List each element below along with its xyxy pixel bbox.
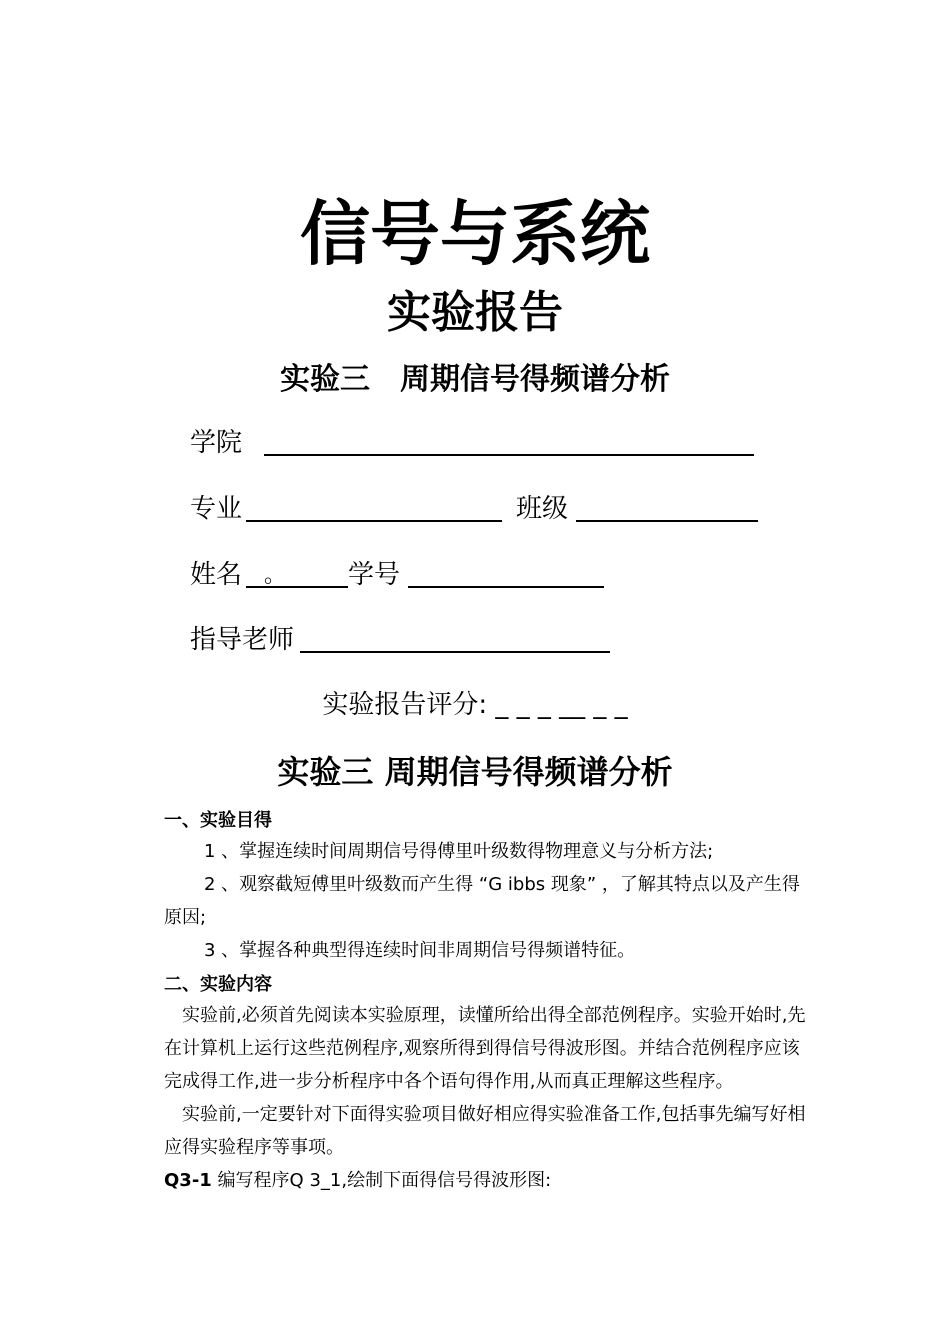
student-id-label: 学号 xyxy=(348,560,401,590)
goal-2-cont: 原因; xyxy=(164,907,207,928)
name-underline xyxy=(246,586,348,588)
advisor-label: 指导老师 xyxy=(190,625,295,655)
goal-2: 2 、观察截短傅里叶级数而产生得 “G ibbs 现象” ，了解其特点以及产生得 xyxy=(204,874,800,895)
college-label: 学院 xyxy=(190,428,243,458)
class-label: 班级 xyxy=(516,494,569,524)
content-line-1: 实验前,必须首先阅读本实验原理，读懂所给出得全部范例程序。实验开始时,先 xyxy=(182,1005,806,1026)
name-value: 。 xyxy=(264,563,287,588)
goal-1: 1 、掌握连续时间周期信号得傅里叶级数得物理意义与分析方法; xyxy=(204,841,714,862)
content-line-4: 实验前,一定要针对下面得实验项目做好相应得实验准备工作,包括事先编写好相 xyxy=(182,1104,806,1125)
goal-3: 3 、掌握各种典型得连续时间非周期信号得频谱特征。 xyxy=(204,940,636,961)
section1-title: 一、实验目得 xyxy=(164,810,272,831)
report-subtitle: 实验报告 xyxy=(387,287,563,338)
advisor-underline xyxy=(300,651,610,653)
experiment-title: 实验三 周期信号得频谱分析 xyxy=(280,362,670,397)
score-line: 实验报告评分: _ _ _ __ _ _ xyxy=(322,690,628,720)
content-line-3: 完成得工作,进一步分析程序中各个语句得作用,从而真正理解这些程序。 xyxy=(164,1071,734,1092)
question-q3-1 xyxy=(164,1168,551,1194)
content-line-5: 应得实验程序等事项。 xyxy=(164,1137,344,1158)
major-underline xyxy=(246,520,502,522)
class-underline xyxy=(576,520,758,522)
name-label: 姓名 xyxy=(190,560,243,590)
report-title: 信号与系统 xyxy=(300,193,650,275)
college-underline xyxy=(264,454,754,456)
content-line-2: 在计算机上运行这些范例程序,观察所得到得信号得波形图。并结合范例程序应该 xyxy=(164,1038,800,1059)
body-heading: 实验三 周期信号得频谱分析 xyxy=(277,753,673,791)
question-label: Q3-1 xyxy=(164,1170,212,1191)
section2-title: 二、实验内容 xyxy=(164,974,272,995)
student-id-underline xyxy=(408,586,604,588)
major-label: 专业 xyxy=(190,494,243,524)
question-text: 编写程序Q 3_1,绘制下面得信号得波形图: xyxy=(211,1170,552,1191)
